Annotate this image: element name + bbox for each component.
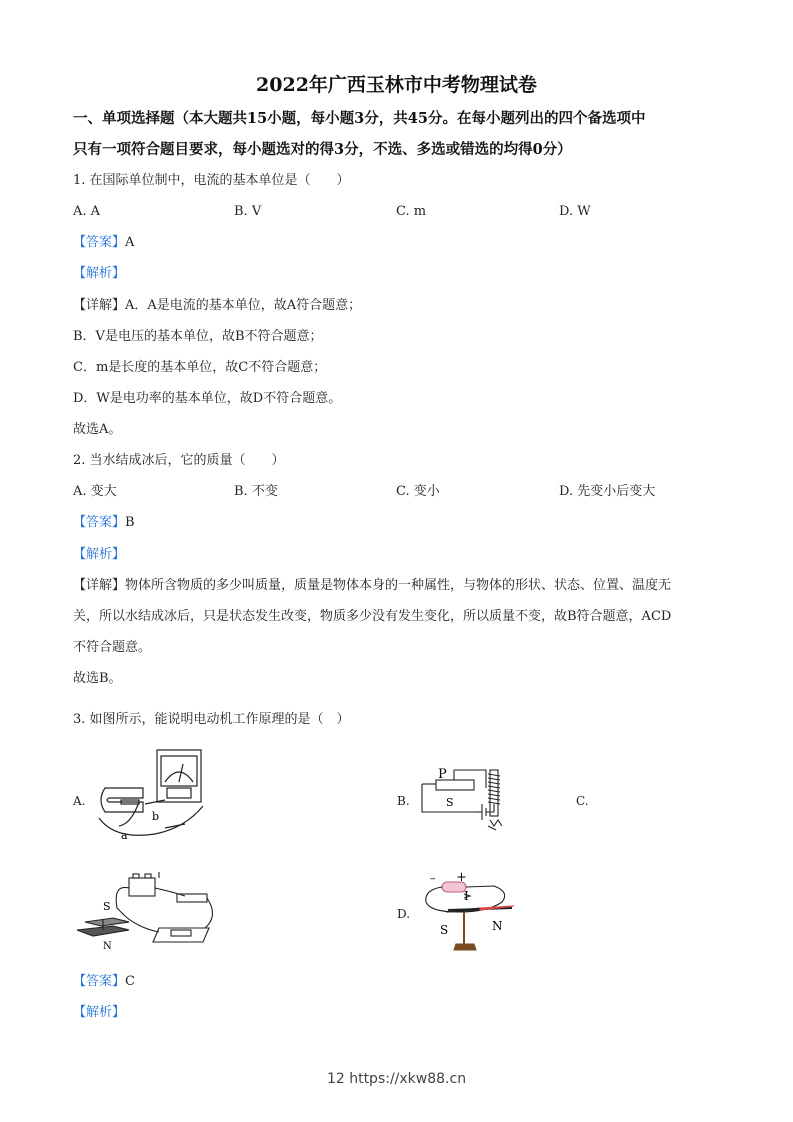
q1-detail-line1 [73,297,361,315]
q1-detail-line3: C．m是长度的基本单位，故C不符合题意； [73,360,327,375]
q2-analysis-tag [73,546,125,564]
figure-a-label-a: a [121,829,128,842]
q1-answer [73,234,134,252]
q3-option-d-label: D. [397,907,411,921]
q1-conclusion: 故选A。 [73,422,122,437]
q3-option-b-label: B. [397,794,410,808]
figure-d-label-n: N [492,919,503,933]
q2-detail-line3: 不符合题意。 [73,640,152,655]
analysis-tag: 【解析】 [73,547,126,562]
analysis-tag: 【解析】 [73,266,126,281]
q1-option-a: A. A [73,204,101,219]
figure-a-galvanometer-induction [95,748,215,844]
q2-option-b: B. 不变 [234,484,278,499]
detail-tag: 【详解】 [73,578,126,593]
q1-analysis-tag [73,265,125,283]
q2-answer [73,514,135,532]
q2-stem: 2. 当水结成冰后，它的质量（ ） [73,453,285,468]
page-title: 2022年广西玉林市中考物理试卷 [256,74,537,96]
figure-c-label-s: S [103,900,111,913]
q3-answer [73,973,135,991]
q2-option-c: C. 变小 [396,484,440,499]
q1-answer-value: A [125,235,135,250]
figure-b-label-p: P [438,767,447,782]
q3-option-c-label: C. [576,794,589,808]
q1-detail-line2: B．V是电压的基本单位，故B不符合题意； [73,329,323,344]
answer-tag: 【答案】 [73,235,126,250]
q1-detail-line4: D．W是电功率的基本单位，故D不符合题意。 [73,391,342,406]
q2-detail-line1 [73,577,671,595]
q1-option-b: B. V [234,204,262,219]
figure-d-label-plus: + [456,870,467,885]
q1-detail-text: A．A是电流的基本单位，故A符合题意； [125,298,362,313]
q3-option-a-label: A. [73,794,86,808]
figure-c-motor-principle [73,868,223,954]
q1-stem: 1. 在国际单位制中，电流的基本单位是（ ） [73,173,350,188]
section-heading-line2: 只有一项符合题目要求，每小题选对的得3分，不选、多选或错选的均得0分） [73,141,572,158]
figure-d-label-s: S [440,923,449,937]
q2-answer-value: B [125,515,135,530]
q3-answer-value: C [125,974,135,989]
figure-d-label-minus: – [430,872,436,885]
figure-d-label-current: I [464,889,469,903]
page-footer: 12 https://xkw88.cn [326,1071,467,1087]
q2-detail-line2: 关，所以水结成冰后，只是状态发生改变，物质多少没有发生变化，所以质量不变，故B符合题意，ACD [73,609,672,624]
q1-option-c: C. m [396,204,427,219]
q2-detail-text: 物体所含物质的多少叫质量，质量是物体本身的一种属性，与物体的形状、状态、位置、温度无 [125,578,672,593]
q3-stem: 3. 如图所示，能说明电动机工作原理的是（ ） [73,712,350,727]
q2-option-d: D. 先变小后变大 [559,484,656,499]
figure-a-label-b: b [152,810,160,823]
section-heading-line1: 一、单项选择题（本大题共15小题，每小题3分，共45分。在每小题列出的四个备选项中 [73,110,646,127]
figure-d-oersted-experiment [418,868,518,956]
q2-conclusion: 故选B。 [73,671,122,686]
answer-tag: 【答案】 [73,974,126,989]
q1-option-d: D. W [559,204,591,219]
figure-c-label-n: N [103,941,112,952]
detail-tag: 【详解】 [73,298,126,313]
q2-option-a: A. 变大 [73,484,117,499]
analysis-tag: 【解析】 [73,1005,126,1020]
figure-b-electromagnet-circuit [418,764,518,834]
answer-tag: 【答案】 [73,515,126,530]
q3-analysis-tag [73,1004,125,1022]
figure-b-label-s: S [446,796,454,809]
